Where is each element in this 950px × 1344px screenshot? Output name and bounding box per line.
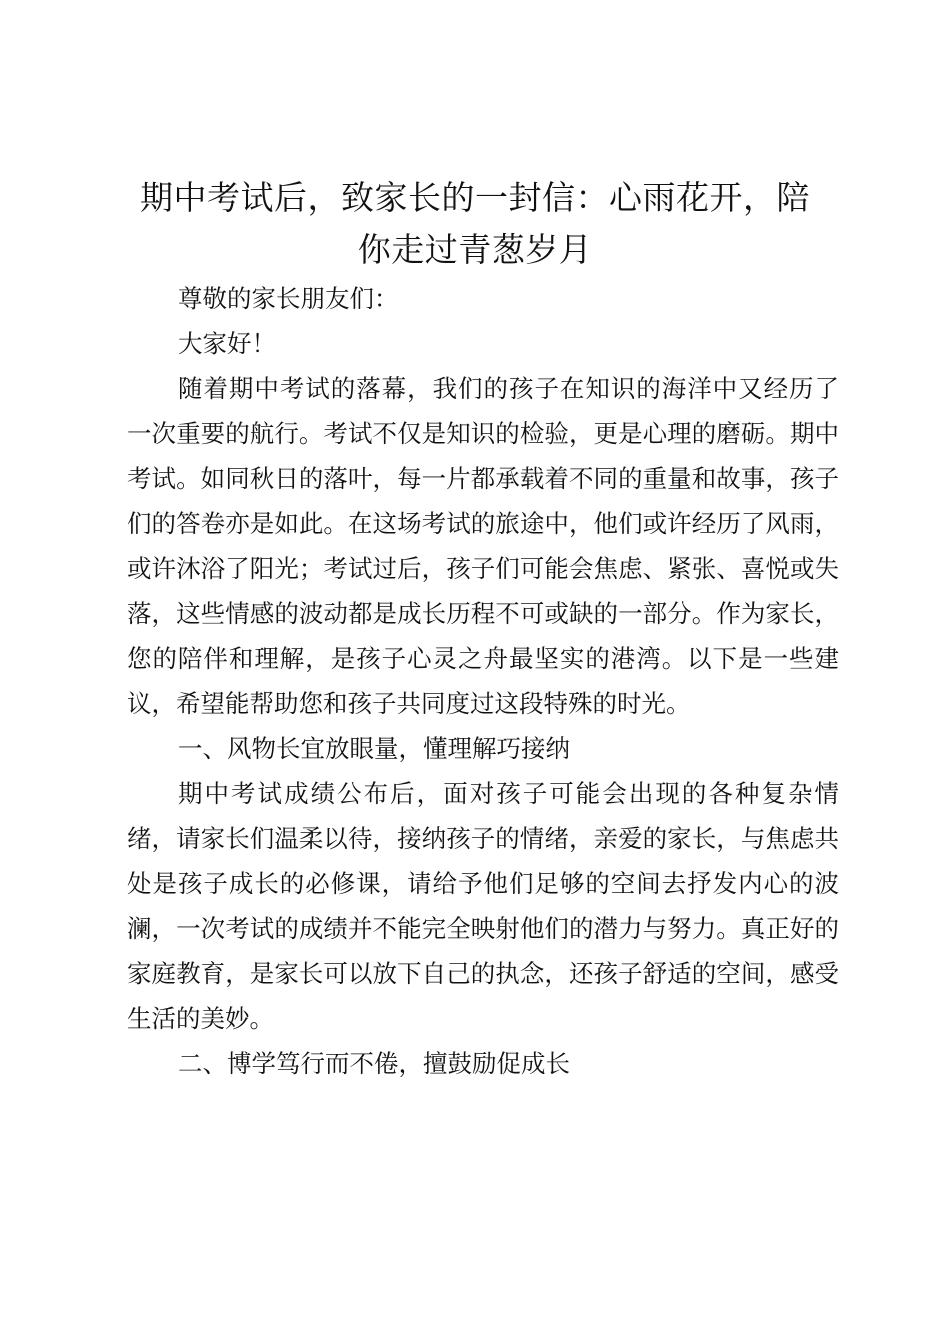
- document-body: [127, 276, 839, 1086]
- section-1-heading: 一、风物长宜放眼量，懂理解巧接纳: [178, 734, 570, 763]
- paragraph-2: 期中考试成绩公布后，面对孩子可能会出现的各种复杂情绪，请家长们温柔以待，接纳孩子的情绪，亲爱的家长，与焦虑共处是孩子成长的必修课，请给予他们足够的空间去抒发内心的波澜，一次考试的成绩并不能完全映射他们的潜力与努力。真正好的家庭教育，是家长可以放下自己的执念，还孩子舒适的空间，感受生活的美妙。: [127, 779, 839, 1033]
- section-2-heading: 二、博学笃行而不倦，擅鼓励促成长: [178, 1049, 570, 1078]
- title-line-2: 你走过青葱岁月: [357, 230, 593, 269]
- document-title: [100, 172, 850, 276]
- greeting: 大家好！: [178, 329, 276, 358]
- paragraph-1: 随着期中考试的落幕，我们的孩子在知识的海洋中又经历了一次重要的航行。考试不仅是知识的检验，更是心理的磨砺。期中考试。如同秋日的落叶，每一片都承载着不同的重量和故事，孩子们的答卷亦是如此。在这场考试的旅途中，他们或许经历了风雨，或许沐浴了阳光；考试过后，孩子们可能会焦虑、紧张、喜悦或失落，这些情感的波动都是成长历程不可或缺的一部分。作为家长，您的陪伴和理解，是孩子心灵之舟最坚实的港湾。以下是一些建议，希望能帮助您和孩子共同度过这段特殊的时光。: [127, 374, 839, 718]
- title-line-1: 期中考试后，致家长的一封信：心雨花开，陪: [140, 178, 810, 217]
- salutation: 尊敬的家长朋友们：: [178, 284, 399, 313]
